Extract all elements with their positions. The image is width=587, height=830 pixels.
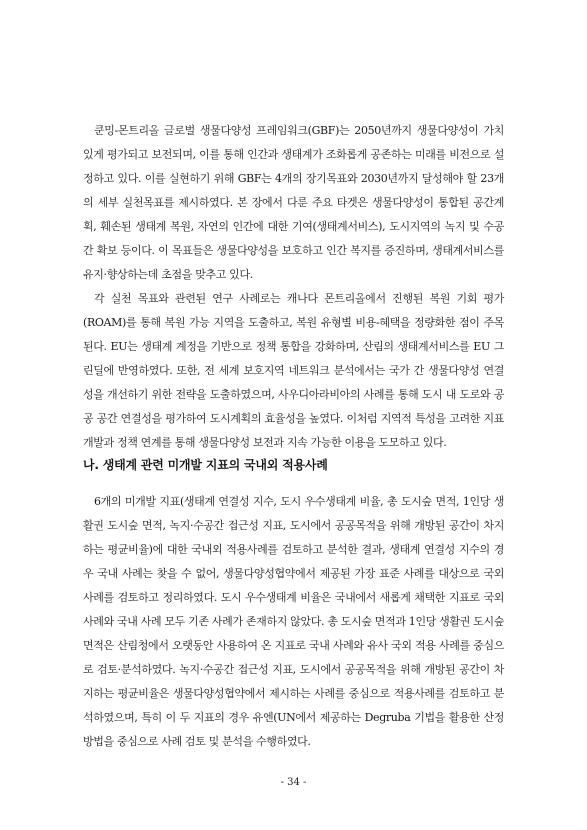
page-number: - 34 - xyxy=(280,777,307,788)
section-heading: 나. 생태계 관련 미개발 지표의 국내외 적용사례 xyxy=(83,458,328,472)
paragraph-case-studies: 각 실천 목표와 관련된 연구 사례로는 캐나다 몬트리올에서 진행된 복원 기회 평가(ROAM)를 통해 복원 가능 지역을 도출하고, 복원 유형별 비용-혜택을 정량화한 점이 주목된다. EU는 생태계 계정을 기반으로 정책 통합을 강화하며, 산림의 생태계서비스를 EU 그린딜에 반영하였다. 또한, 전 세계 보호지역 네트워크 분석에서는 국가 간 생물다양성 연결성을 개선하기 위한 전략을 도출하였으며, 사우디아라비아의 사례를 통해 도시 내 도로와 공공 공간 연결성을 평가하여 도시계획의 효율성을 높였다. 이처럼 지역적 특성을 고려한 지표 개발과 정책 연계를 통해 생물다양성 보전과 지속 가능한 이용을 도모하고 있다. xyxy=(83,292,504,449)
section-intro xyxy=(83,119,504,455)
section-indicators xyxy=(83,490,504,754)
paragraph-indicator-review: 6개의 미개발 지표(생태계 연결성 지수, 도시 우수생태계 비율, 총 도시숲 면적, 1인당 생활권 도시숲 면적, 녹지·수공간 접근성 지표, 도시에서 공공목적을 위해 개방된 공간이 차지하는 평균비율)에 대한 국내외 적용사례를 검토하고 분석한 결과, 생태계 연결성 지수의 경우 국내 사례는 찾을 수 없어, 생물다양성협약에서 제공된 가장 표준 사례를 대상으로 국외 사례를 검토하고 정리하였다. 도시 우수생태계 비율은 국내에서 새롭게 채택한 지표로 국외 사례와 국내 사례 모두 기존 사례가 존재하지 않았다. 총 도시숲 면적과 1인당 생활권 도시숲 면적은 산림청에서 오랫동안 사용하여 온 지표로 국내 사례와 유사 국외 적용 사례를 중심으로 검토·분석하였다. 녹지·수공간 접근성 지표, 도시에서 공공목적을 위해 개방된 공간이 차지하는 평균비율은 생물다양성협약에서 제시하는 사례를 중심으로 적용사례를 검토하고 분석하였으며, 특히 이 두 지표의 경우 유엔(UN에서 제공하는 Degruba 기법을 활용한 산정 방법을 중심으로 사례 검토 및 분석을 수행하였다. xyxy=(83,495,504,748)
paragraph-gbf-vision: 쿤밍-몬트리올 글로벌 생물다양성 프레임워크(GBF)는 2050년까지 생물다양성이 가치 있게 평가되고 보전되며, 이를 통해 인간과 생태계가 조화롭게 공존하는 미래를 비전으로 설정하고 있다. 이를 실현하기 위해 GBF는 4개의 장기목표와 2030년까지 달성해야 할 23개의 세부 실천목표를 제시하였다. 본 장에서 다룬 주요 타겟은 생물다양성이 통합된 공간계획, 훼손된 생태계 복원, 자연의 인간에 대한 기여(생태계서비스), 도시지역의 녹지 및 수공간 확보 등이다. 이 목표들은 생물다양성을 보호하고 인간 복지를 증진하며, 생태계서비스를 유지·향상하는데 초점을 맞추고 있다. xyxy=(83,124,504,281)
